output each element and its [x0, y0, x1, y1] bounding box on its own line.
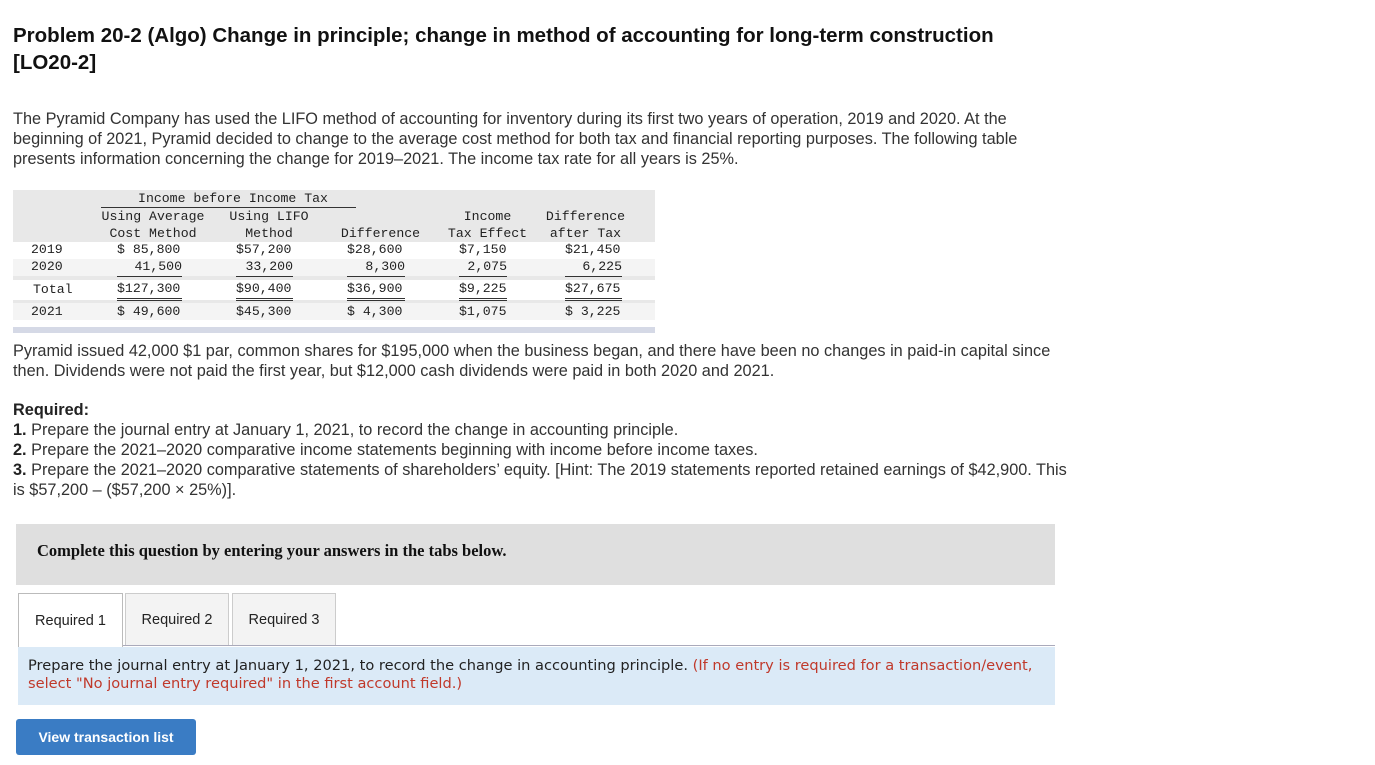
page-title: Problem 20-2 (Algo) Change in principle; change in method of accounting for long-term construction [LO20-2] [13, 24, 994, 74]
cell-tax: $1,075 [459, 304, 507, 319]
row-label: 2019 [31, 242, 63, 257]
cell-lifo: $57,200 [236, 242, 292, 257]
issued-paragraph: Pyramid issued 42,000 $1 par, common shares for $195,000 when the business began, and there have been no changes in paid-in capital since then. Dividends were not paid the first year, but $12,000 cash dividends were paid in both 2020 and 2021. [13, 342, 1051, 380]
header-after-1: Difference [545, 209, 626, 224]
row-label: Total [33, 282, 73, 297]
row-label: 2020 [31, 259, 63, 274]
required-item-1: 1. Prepare the journal entry at January 1, 2021, to record the change in accounting principle. [13, 421, 679, 439]
required-heading: Required: [13, 401, 89, 419]
cell-lifo: 33,200 [245, 259, 293, 274]
tab-required-3[interactable]: Required 3 [232, 593, 336, 645]
tab-required-1[interactable]: Required 1 [18, 593, 123, 647]
cell-avg: $127,300 [117, 281, 181, 296]
header-tax-1: Income [463, 209, 512, 224]
cell-after: $21,450 [565, 242, 621, 257]
required-item-2: 2. Prepare the 2021–2020 comparative income statements beginning with income before income taxes. [13, 441, 758, 459]
intro-paragraph: The Pyramid Company has used the LIFO method of accounting for inventory during its first two years of operation, 2019 and 2020. At the beginning of 2021, Pyramid decided to change to the average cost method for both tax and financial reporting purposes. The following table presents information concerning the change for 2019–2021. The income tax rate for all years is 25%. [13, 110, 1018, 168]
cell-diff: 8,300 [365, 259, 405, 274]
question-box-text: Complete this question by entering your answers in the tabs below. [37, 541, 507, 560]
cell-tax: $7,150 [459, 242, 507, 257]
instruction-note: (If no entry is required for a transaction/event, select "No journal entry required" in the first account field.) [28, 657, 1033, 692]
cell-lifo: $90,400 [236, 281, 292, 296]
cell-tax: $9,225 [459, 281, 507, 296]
instruction-panel [18, 647, 1055, 705]
cell-diff: $36,900 [347, 281, 403, 296]
tab-required-2[interactable]: Required 2 [125, 593, 229, 645]
group-header: Income before Income Tax [138, 191, 328, 206]
cell-lifo: $45,300 [236, 304, 292, 319]
cell-after: 6,225 [582, 259, 622, 274]
data-table [13, 190, 655, 333]
cell-avg: 41,500 [134, 259, 182, 274]
cell-diff: $ 4,300 [347, 304, 403, 319]
cell-avg: $ 49,600 [117, 304, 181, 319]
header-tax-2: Tax Effect [447, 226, 528, 241]
cell-avg: $ 85,800 [117, 242, 181, 257]
instruction-text: Prepare the journal entry at January 1, 2021, to record the change in accounting principle. [28, 657, 693, 674]
header-lifo-2: Method [245, 226, 293, 241]
cell-after: $27,675 [565, 281, 621, 296]
question-box [16, 524, 1055, 585]
header-after-2: after Tax [549, 226, 622, 241]
view-transaction-list-button[interactable]: View transaction list [16, 719, 196, 755]
cell-tax: 2,075 [467, 259, 507, 274]
cell-diff: $28,600 [347, 242, 403, 257]
required-section [13, 400, 1073, 500]
row-label: 2021 [31, 304, 63, 319]
header-diff: Difference [340, 226, 421, 241]
cell-after: $ 3,225 [565, 304, 621, 319]
required-item-3: 3. Prepare the 2021–2020 comparative statements of shareholders’ equity. [Hint: The 2019 statements reported retained earnings of $42,900. This is $57,200 – ($57,200 × 25%)]. [13, 461, 1067, 499]
header-avg-2: Cost Method [109, 226, 197, 241]
header-lifo-1: Using LIFO [229, 209, 309, 224]
header-avg-1: Using Average [101, 209, 205, 224]
